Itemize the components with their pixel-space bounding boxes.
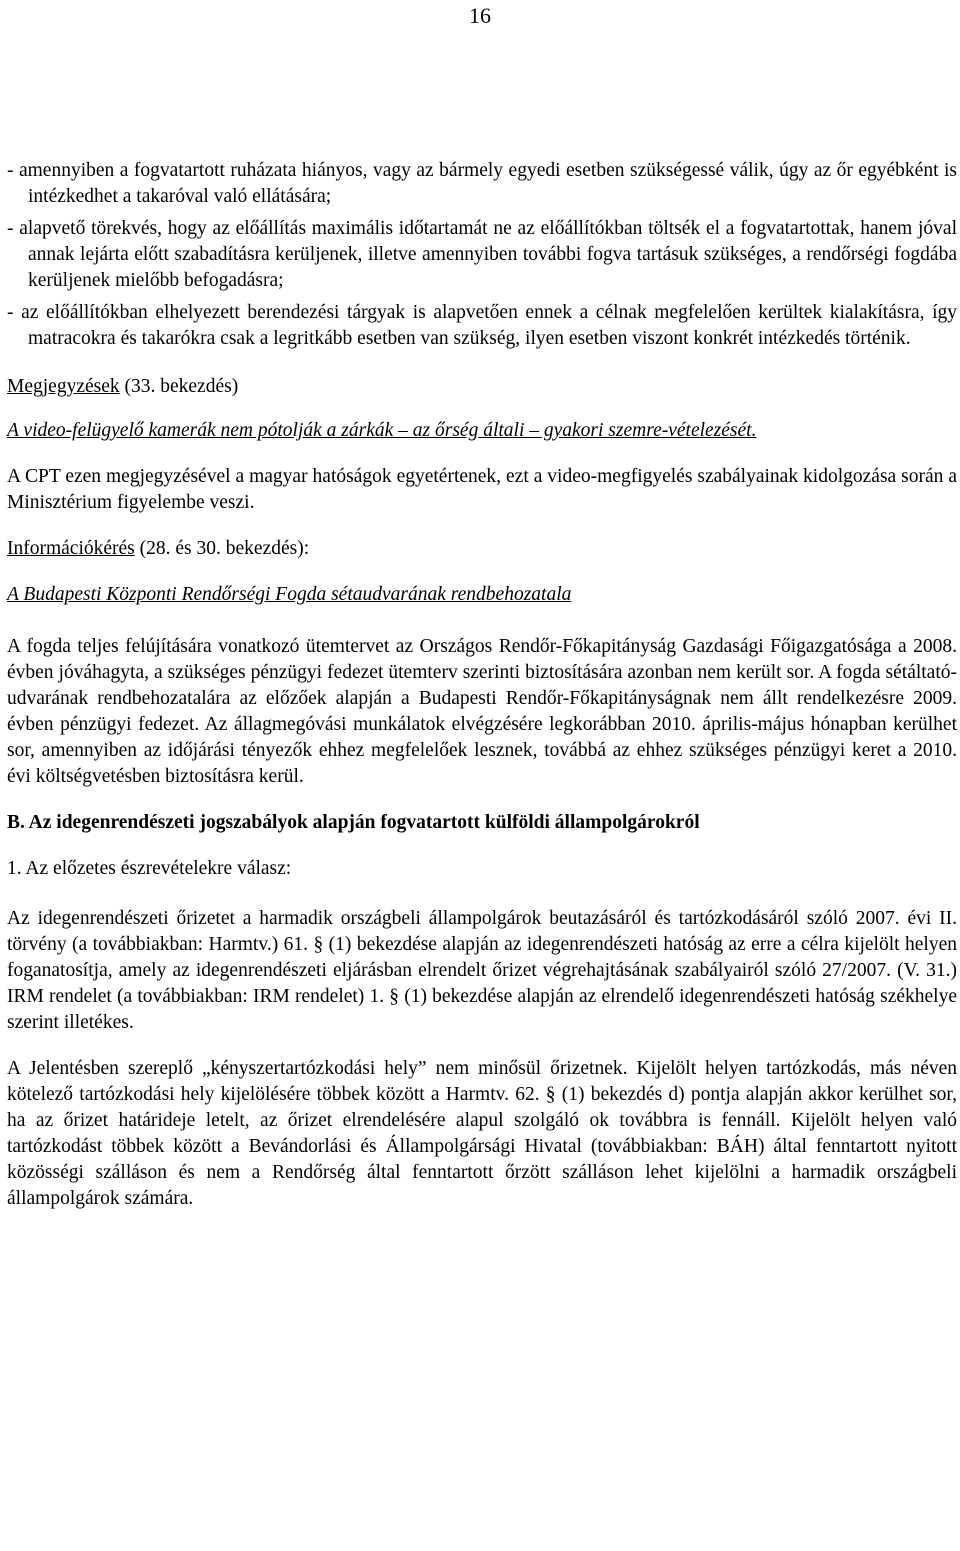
section-heading <box>7 536 957 562</box>
chapter-title: B. Az idegenrendészeti jogszabályok alapján fogvatartott külföldi állampolgárokról <box>7 812 700 833</box>
bullet-item: - az előállítókban elhelyezett berendezési tárgyak is alapvetően ennek a célnak megfelelően kerültek kialakításra, így matracokra és takarókra csak a legritkább esetben van szükség, ilyen esetben viszont konkrét intézkedés történik. <box>7 302 957 349</box>
heading-reference: (28. és 30. bekezdés): <box>134 538 310 559</box>
bullet-item: - amennyiben a fogvatartott ruházata hiányos, vagy az bármely egyedi esetben szükségessé válik, úgy az őr egyébként is intézkedhet a takaróval való ellátására; <box>7 160 957 207</box>
paragraph: A fogda teljes felújítására vonatkozó ütemtervet az Országos Rendőr-Főkapitányság Gazdasági Főigazgatósága a 2008. évben jóváhagyta, a szükséges pénzügyi fedezet ütemterv szerinti biztosítására azonban nem került sor. A fogda sétáltató-udvarának rendbehozatalára az előzőek alapján a Budapesti Rendőr-Főkapitányságnak nem állt rendelkezésre 2009. évben pénzügyi fedezet. Az állagmegóvási munkálatok elvégzésére legkorábban 2010. április-május hónapban kerülhet sor, amennyiben az időjárási tényezők ehhez megfelelőek lesznek, továbbá az ehhez szükséges pénzügyi keret a 2010. évi költségvetésben biztosításra kerül. <box>7 636 957 787</box>
paragraph: A Jelentésben szereplő „kényszertartózkodási hely” nem minősül őrizetnek. Kijelölt helyen tartózkodás, más néven kötelező tartózkodási hely kijelölésére többek között a Harmtv. 62. § (1) bekezdés d) pontja alapján akkor kerülhet sor, ha az őrizet határideje letelt, az őrizet elrendelésére alapul szolgáló ok továbbra is fennáll. Kijelölt helyen való tartózkodást többek között a Bevándorlási és Állampolgársági Hivatal (továbbiakban: BÁH) által fenntartott nyitott közösségi szálláson és nem a Rendőrség által fenntartott őrzött szálláson lehet kijelölni a harmadik országbeli állampolgárok számára. <box>7 1058 957 1209</box>
heading-label: Információkérés <box>7 538 135 559</box>
page-number: 16 <box>469 3 491 28</box>
bullet-item: - alapvető törekvés, hogy az előállítás maximális időtartamát ne az előállítókban töltsék el a fogvatartottak, hanem jóval annak lejárta előtt szabadításra kerüljenek, illetve amennyiben további fogva tartásuk szükséges, a rendőrségi fogdába kerüljenek mielőbb befogadásra; <box>7 218 957 291</box>
section-title: A video-felügyelő kamerák nem pótolják a zárkák – az őrség általi – gyakori szemre-vételezését. <box>7 420 757 441</box>
heading-label: Megjegyzések <box>7 376 120 397</box>
subheading: 1. Az előzetes észrevételekre válasz: <box>7 858 292 879</box>
heading-reference: (33. bekezdés) <box>119 376 239 397</box>
paragraph: Az idegenrendészeti őrizetet a harmadik országbeli állampolgárok beutazásáról és tartózkodásáról szóló 2007. évi II. törvény (a továbbiakban: Harmtv.) 61. § (1) bekezdése alapján az idegenrendészeti hatóság az erre a célra kijelölt helyen foganatosítja, amely az idegenrendészeti eljárásban elrendelt őrizet végrehajtásának szabályairól szóló 27/2007. (V. 31.) IRM rendelet (a továbbiakban: IRM rendelet) 1. § (1) bekezdése alapján az elrendelő idegenrendészeti hatóság székhelye szerint illetékes. <box>7 908 957 1033</box>
section-heading <box>7 374 957 400</box>
section-title: A Budapesti Központi Rendőrségi Fogda sétaudvarának rendbehozatala <box>7 584 572 605</box>
document-body <box>7 158 957 1212</box>
paragraph: A CPT ezen megjegyzésével a magyar hatóságok egyetértenek, ezt a video-megfigyelés szabályainak kidolgozása során a Minisztérium figyelembe veszi. <box>7 466 957 513</box>
